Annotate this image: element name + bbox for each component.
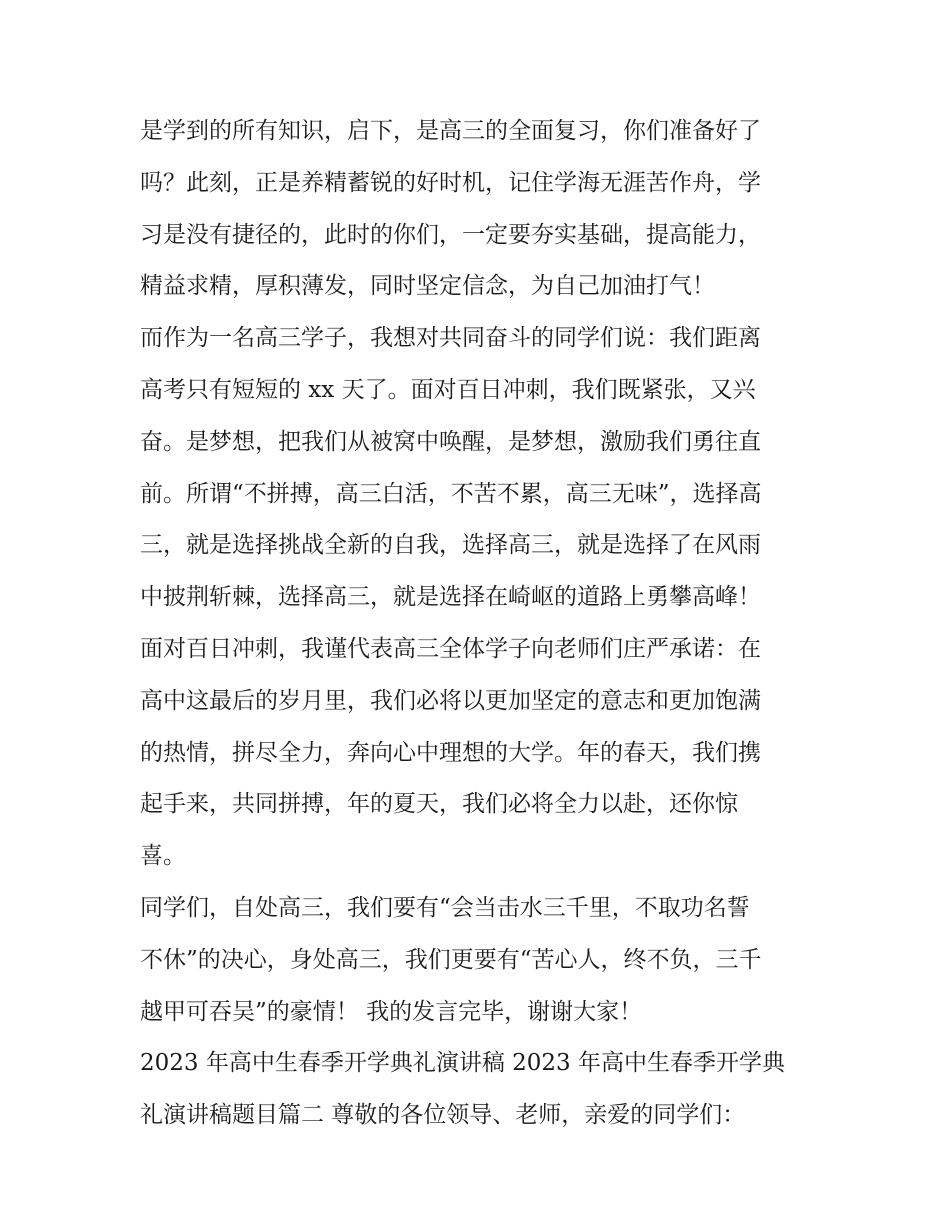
- text-line: 精益求精，厚积薄发，同时坚定信念，为自己加油打气！: [140, 273, 715, 300]
- text-line: 吗？此刻，正是养精蓄锐的好时机，记住学海无涯苦作舟，学: [140, 169, 761, 196]
- text-line: 2023 年高中生春季开学典礼演讲稿 2023 年高中生春季开学典: [140, 1050, 785, 1077]
- text-line: 同学们，自处高三，我们要有“会当击水三千里，不取功名誓: [140, 894, 750, 921]
- text-line: 是学到的所有知识，启下，是高三的全面复习，你们准备好了: [140, 118, 761, 144]
- text-line: 而作为一名高三学子，我想对共同奋斗的同学们说：我们距离: [140, 325, 761, 352]
- text-line: 高考只有短短的 xx 天了。面对百日冲刺，我们既紧张，又兴: [140, 376, 756, 403]
- text-line: 前。所谓“不拼搏，高三白活，不苦不累，高三无味”，选择高: [140, 480, 762, 507]
- text-line: 高中这最后的岁月里，我们必将以更加坚定的意志和更加饱满: [140, 687, 761, 714]
- text-line: 中披荆斩棘，选择高三，就是选择在崎岖的道路上勇攀高峰！: [140, 584, 761, 611]
- text-line: 喜。: [140, 843, 186, 870]
- text-line: 的热情，拼尽全力，奔向心中理想的大学。年的春天，我们携: [140, 739, 761, 766]
- text-line: 礼演讲稿题目篇二 尊敬的各位领导、老师，亲爱的同学们：: [140, 1102, 746, 1129]
- text-line: 越甲可吞吴”的豪情！ 我的发言完毕，谢谢大家！: [140, 998, 643, 1025]
- text-line: 起手来，共同拼搏，年的夏天，我们必将全力以赴，还你惊: [140, 791, 738, 818]
- text-line: 不休”的决心，身处高三，我们更要有“苦心人，终不负，三千: [140, 946, 762, 973]
- text-line: 奋。是梦想，把我们从被窝中唤醒，是梦想，激励我们勇往直: [140, 428, 761, 455]
- text-line: 面对百日冲刺，我谨代表高三全体学子向老师们庄严承诺：在: [140, 635, 761, 662]
- speech-text-block: [140, 106, 820, 1142]
- text-line: 习是没有捷径的，此时的你们，一定要夯实基础，提高能力，: [140, 221, 761, 248]
- text-line: 三，就是选择挑战全新的自我，选择高三，就是选择了在风雨: [140, 532, 761, 559]
